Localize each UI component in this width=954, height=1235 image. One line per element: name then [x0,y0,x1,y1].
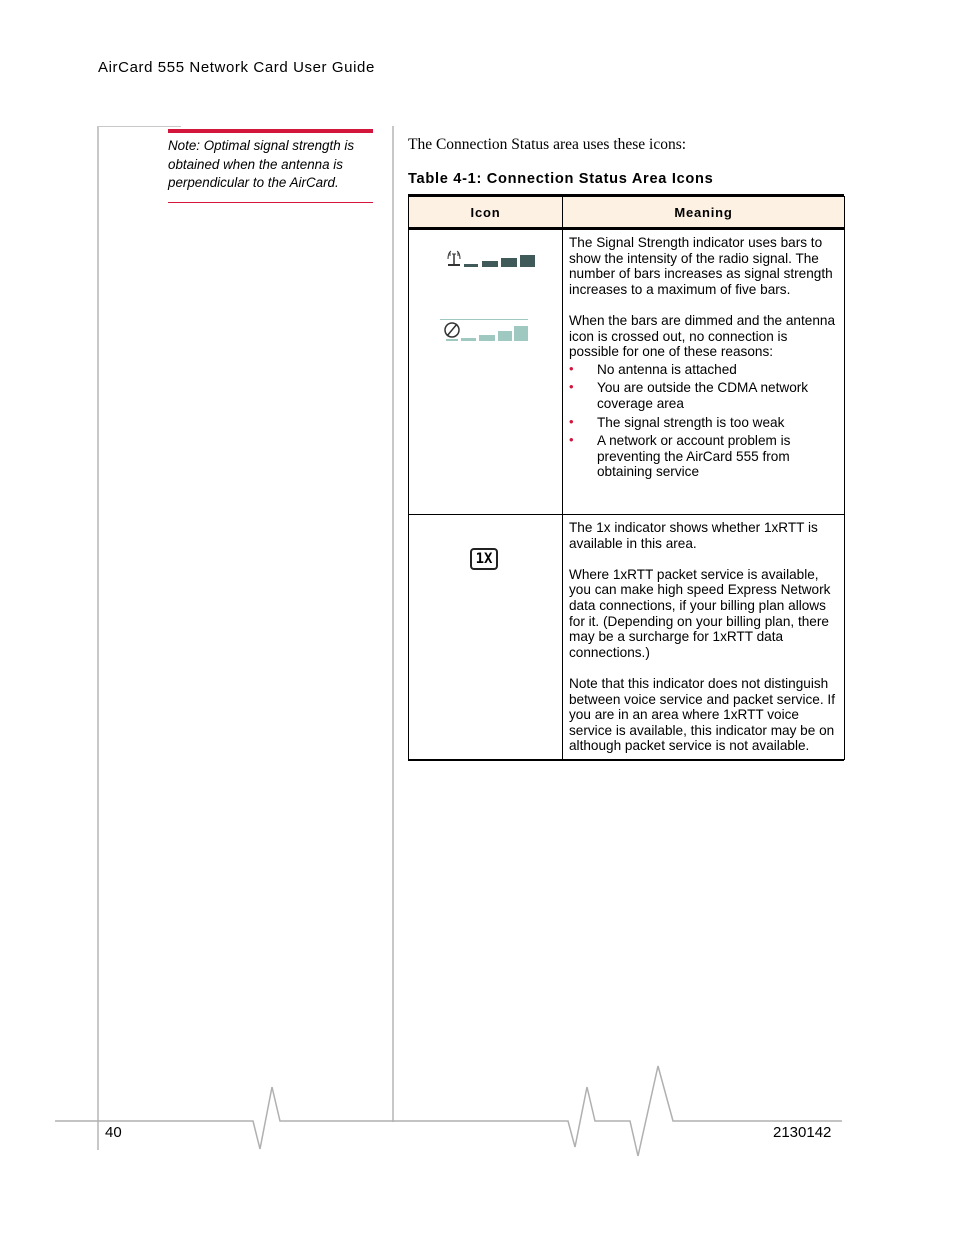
running-header: AirCard 555 Network Card User Guide [98,59,375,76]
bullet-icon: • [569,379,574,395]
signal-strength-icon [446,250,546,282]
bullet-icon: • [569,432,574,448]
table-header-row [409,197,845,229]
table-row [409,229,845,515]
1x-description: The 1x indicator shows whether 1xRTT is available in this area. [569,520,818,551]
intro-text: The Connection Status area uses these icons: [408,136,687,153]
1x-icon: 1X [470,548,498,570]
bullet-icon: • [569,360,574,376]
list-item: • A network or account problem is preventing the AirCard 555 from obtaining service [569,432,791,480]
document-number: 2130142 [773,1124,832,1141]
no-signal-icon [439,318,539,348]
margin-frame-top [97,126,181,127]
table-row [409,515,845,760]
1x-packet-description: Where 1xRTT packet service is available, you can make high speed Express Network data connections, if your billing plan allows for it. (Depending on your billing plan, there may be a surcharge for 1xRTT data connections.) [569,566,831,660]
margin-note: Note: Optimal signal strength is obtained when the antenna is perpendicular to the AirCard. [168,138,355,190]
table-caption: Table 4-1: Connection Status Area Icons [408,171,714,187]
bullet-icon: • [569,413,574,429]
signal-strength-description: The Signal Strength indicator uses bars to show the intensity of the radio signal. The number of bars increases as signal strength increases to a maximum of five bars. [569,235,833,297]
list-item: • No antenna is attached [569,360,737,377]
note-rule-bottom [168,202,373,203]
icon-cell [409,229,563,515]
column-divider [392,126,394,1122]
note-rule-top [168,129,373,133]
margin-frame-left [97,126,99,1150]
no-signal-reasons-list [569,362,839,480]
no-signal-description: When the bars are dimmed and the antenna icon is crossed out, no connection is possible for one of these reasons: [569,312,836,360]
page-number: 40 [105,1124,122,1141]
connection-status-table [408,196,845,760]
list-item: • You are outside the CDMA network coverage area [569,379,809,411]
icon-cell [409,515,563,760]
column-header-meaning: Meaning [563,197,845,229]
column-header-icon: Icon [409,197,563,229]
list-item: • The signal strength is too weak [569,413,785,430]
1x-voice-note: Note that this indicator does not distinguish between voice service and packet service. If you are in an area where 1xRTT voice service is available, this indicator may be on although packet service is not available. [569,675,835,754]
meaning-cell [563,229,845,515]
table-rule-bottom [408,759,844,761]
meaning-cell [563,515,845,760]
